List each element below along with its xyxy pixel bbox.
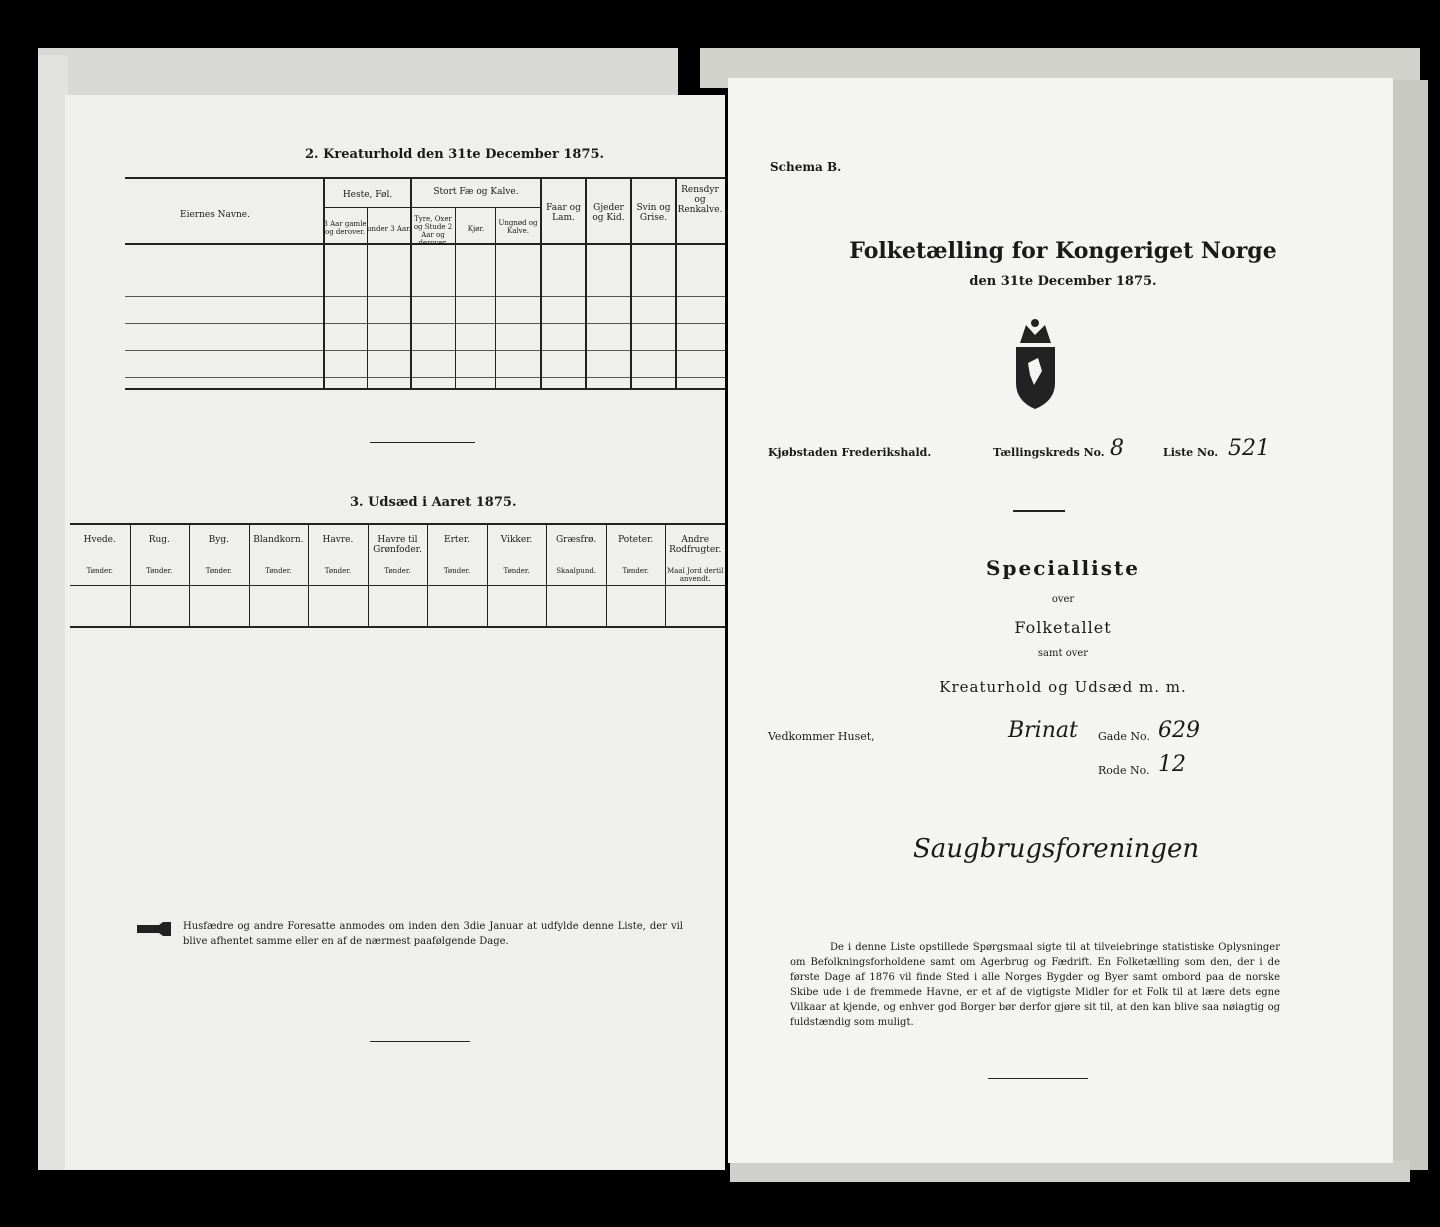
t2-col xyxy=(367,207,368,389)
sheep-header: Faar og Lam. xyxy=(546,203,581,223)
specialliste-title: Specialliste xyxy=(986,556,1140,580)
t3-header-6: Erter. xyxy=(444,535,471,545)
t3-header-0: Hvede. xyxy=(83,535,116,545)
samt-over-text: samt over xyxy=(1037,648,1089,659)
street-value: 629 xyxy=(1158,718,1200,743)
left-page xyxy=(65,95,725,1170)
t2-subrule xyxy=(323,207,411,208)
rode-label: Rode No. xyxy=(1098,764,1150,777)
t3-unit-5: Tønder. xyxy=(384,567,411,575)
t3-unit-1: Tønder. xyxy=(146,567,173,575)
section2-title: 2. Kreaturhold den 31te December 1875. xyxy=(305,147,605,162)
t3-unit-3: Tønder. xyxy=(265,567,292,575)
right-divider-2 xyxy=(988,1078,1088,1079)
t3-header-8: Græsfrø. xyxy=(555,535,597,545)
table2-rows xyxy=(125,270,725,390)
house-label: Vedkommer Huset, xyxy=(768,730,875,743)
kreaturhold-text: Kreaturhold og Udsæd m. m. xyxy=(939,678,1187,696)
t3-header-9: Poteter. xyxy=(618,535,654,545)
table3-header-rule xyxy=(70,585,725,586)
bulls-header: Tyre, Oxer og Stude 2 Aar og derover. xyxy=(413,215,453,247)
t3-header-4: Havre. xyxy=(322,535,354,545)
pointing-hand-icon xyxy=(137,921,175,937)
young-header: Ungnød og Kalve. xyxy=(498,219,538,235)
right-side-edge xyxy=(1393,80,1428,1170)
t2-col xyxy=(455,207,456,389)
horses-under3-header: under 3 Aar. xyxy=(367,225,411,233)
goats-header: Gjeder og Kid. xyxy=(592,203,625,223)
t3-header-5: Havre til Grønfoder. xyxy=(373,535,422,555)
t3-unit-9: Tønder. xyxy=(622,567,649,575)
folketallet-text: Folketallet xyxy=(1014,618,1112,637)
horses-3plus-header: 3 Aar gamle og derover. xyxy=(323,220,367,236)
handwritten-name: Saugbrugsforeningen xyxy=(913,834,1200,864)
cows-header: Kjør. xyxy=(467,225,485,233)
t3-header-2: Byg. xyxy=(208,535,229,545)
bottom-edge xyxy=(730,1160,1410,1182)
info-paragraph: De i denne Liste opstillede Spørgsmaal sigte til at tilveiebringe statistiske Oplysninger om Befolkningsforholdene samt om Agerbrug og Fædrift. En Folketælling som den, der i de første Dage af 1876 vil finde Sted i alle Norges Bygder og Byer samt ombord paa de norske Skibe ude i de fremmede Havne, er et af de vigtigste Midler for et Folk til at lære dets egne Vilkaar at kjende, og enhver god Borger bør derfor gjøre sit til, at den kan blive saa nøiagtig og fuldstændig som muligt. xyxy=(790,942,1280,1028)
t3-header-1: Rug. xyxy=(148,535,170,545)
district-label: Tællingskreds No. xyxy=(993,446,1105,459)
table2-top-rule xyxy=(125,177,725,179)
t3-unit-7: Tønder. xyxy=(503,567,530,575)
table2-bottom-rule xyxy=(125,388,725,390)
over-text: over xyxy=(1051,594,1075,605)
t3-unit-6: Tønder. xyxy=(443,567,471,575)
city-label: Kjøbstaden Frederikshald. xyxy=(768,446,932,459)
district-value: 8 xyxy=(1110,436,1124,461)
schema-label: Schema B. xyxy=(770,160,842,174)
pigs-header: Svin og Grise. xyxy=(636,203,671,223)
right-divider-1 xyxy=(1013,510,1065,512)
t3-unit-2: Tønder. xyxy=(205,567,232,575)
t3-header-3: Blandkorn. xyxy=(253,535,304,545)
census-date: den 31te December 1875. xyxy=(969,274,1157,289)
t3-header-7: Vikker. xyxy=(500,535,533,545)
t3-unit-0: Tønder. xyxy=(86,567,113,575)
right-page xyxy=(728,78,1393,1163)
list-label: Liste No. xyxy=(1163,446,1219,459)
t3-header-10: Andre Rodfrugter. xyxy=(669,535,722,555)
table3-top-rule xyxy=(70,523,725,525)
t3-unit-4: Tønder. xyxy=(324,567,352,575)
section3-title: 3. Udsæd i Aaret 1875. xyxy=(350,495,517,510)
coat-of-arms-icon xyxy=(1008,313,1063,413)
t2-subrule xyxy=(410,207,540,208)
street-label: Gade No. xyxy=(1098,730,1150,743)
bottom-divider xyxy=(370,1041,470,1042)
t2-col xyxy=(323,177,325,389)
left-top-edge xyxy=(38,55,68,1170)
reindeer-header: Rensdyr og Renkalve. xyxy=(677,185,723,215)
horses-header: Heste, Føl. xyxy=(342,190,393,200)
list-value: 521 xyxy=(1228,436,1270,461)
divider xyxy=(370,442,475,443)
notice-text: Husfædre og andre Foresatte anmodes om inden den 3die Januar at udfylde denne Liste, der vil blive afhentet samme eller en af de nærmest paafølgende Dage. xyxy=(183,921,683,947)
rode-value: 12 xyxy=(1158,752,1186,777)
census-title: Folketælling for Kongeriget Norge xyxy=(849,238,1277,264)
table3-bottom-rule xyxy=(70,626,725,628)
owner-header: Eiernes Navne. xyxy=(180,210,250,220)
cattle-header: Stort Fæ og Kalve. xyxy=(433,187,519,197)
t3-unit-10: Maal Jord dertil anvendt. xyxy=(667,567,724,583)
house-value: Brinat xyxy=(1008,718,1078,743)
t3-unit-8: Skaalpund. xyxy=(556,567,597,575)
t2-col xyxy=(410,177,412,389)
